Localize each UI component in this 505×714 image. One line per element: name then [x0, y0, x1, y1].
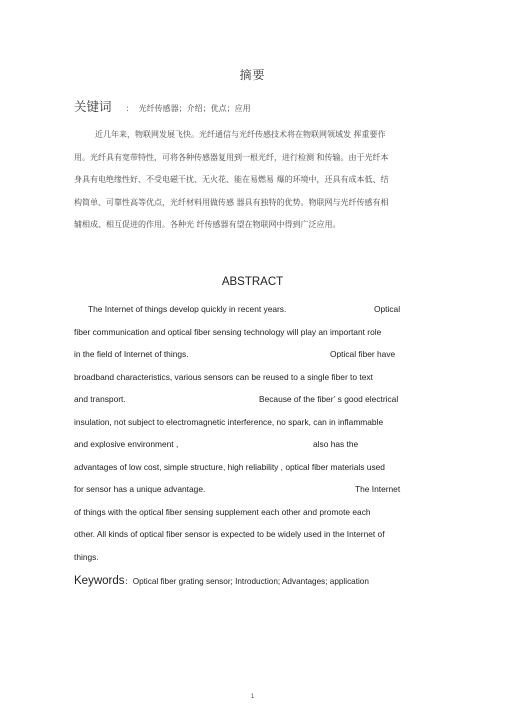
en-line-text: broadband characteristics, various sensors can be reused to a single fiber to text [74, 371, 373, 382]
cn-abstract-body [74, 124, 434, 237]
en-keywords [74, 575, 369, 587]
en-abstract-body [74, 298, 454, 568]
en-body-line [74, 411, 454, 434]
en-line-text: other. All kinds of optical fiber sensor is expected to be widely used in the Internet of [74, 529, 385, 539]
page-number: 1 [250, 694, 255, 700]
en-body-line [74, 501, 454, 524]
en-body-line [74, 366, 454, 389]
en-body-line [74, 388, 454, 411]
cn-keywords [74, 97, 251, 115]
en-line-text: advantages of low cost, simple structure, high reliability , optical fiber materials used [74, 461, 385, 472]
cn-body-line: 身具有电绝缘性好、不受电磁干扰、无火花、能在易燃易 爆的环境中，还具有成本低、结 [74, 175, 389, 184]
cn-keywords-label: 关键词 [74, 99, 112, 114]
en-line-text: Optical fiber have [330, 349, 396, 359]
en-body-line [74, 523, 454, 546]
en-body-line [74, 298, 454, 321]
en-keywords-label: Keywords [74, 575, 125, 587]
en-line-text: things. [74, 551, 99, 562]
en-body-line [74, 456, 454, 479]
cn-body-line: 用。光纤具有宽带特性，可将各种传感器复用到一根光纤，进行检测 和传输。由于光纤本 [74, 152, 389, 162]
en-line-text: fiber communication and optical fiber sensing technology will play an important role [74, 326, 382, 337]
en-line-text: The Internet [355, 484, 401, 494]
cn-body-line: 构简单、可靠性高等优点，光纤材料用做传感 器具有独特的优势。物联网与光纤传感有相 [74, 197, 389, 207]
en-body-line [74, 546, 454, 569]
en-line-text: and transport. [74, 394, 126, 404]
en-line-text: The Internet of things develop quickly in recent years. [88, 304, 287, 314]
cn-abstract-title: 摘要 [239, 68, 266, 82]
en-line-text: Optical [374, 304, 401, 314]
en-line-text: of things with the optical fiber sensing supplement each other and promote each [74, 506, 371, 517]
cn-keywords-text: 光纤传感器；介绍；优点；应用 [138, 104, 251, 113]
en-body-line [74, 433, 454, 456]
en-body-line [74, 478, 454, 501]
en-line-text: insulation, not subject to electromagnetic interference, no spark, can in inflammable [74, 416, 384, 427]
en-line-text: for sensor has a unique advantage. [74, 484, 206, 494]
en-line-text: in the field of Internet of things. [74, 349, 189, 359]
en-body-line [74, 321, 454, 344]
en-line-text: also has the [313, 439, 359, 449]
cn-body-line: 辅相成、相互促进的作用。各种光 纤传感器有望在物联网中得到广泛应用。 [74, 220, 341, 229]
cn-body-line: 近几年来，物联网发展飞快。光纤通信与光纤传感技术将在物联网领域发 挥重要作 [95, 130, 386, 139]
en-body-line [74, 343, 454, 366]
en-line-text: Because of the fiber’ s good electrical [259, 394, 399, 404]
en-abstract-title: ABSTRACT [221, 276, 284, 288]
en-keywords-text: Optical fiber grating sensor; Introduction; Advantages; application [132, 577, 369, 586]
en-keywords-separator: ： [124, 577, 133, 586]
cn-keywords-separator: ： [125, 104, 134, 113]
en-line-text: and explosive environment , [74, 439, 179, 449]
